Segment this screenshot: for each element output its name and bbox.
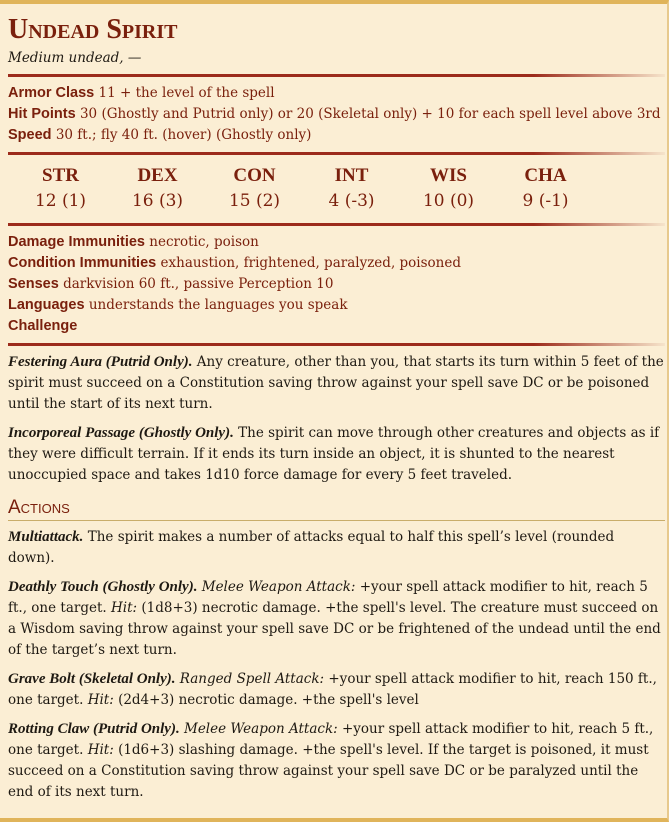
attack-text: +your spell attack modifier to hit, reach 150 ft., one target. [8,671,657,708]
stat-block-content [8,14,664,803]
action-title: Grave Bolt (Skeletal Only). [8,671,176,687]
creature-name: Undead Spirit [8,14,178,45]
hit-label: Hit: [110,600,138,616]
ability-value: 9 (-1) [522,191,569,211]
ability-label: STR [42,165,79,186]
action-deathly-touch [8,577,664,661]
divider-rule [8,74,665,77]
prop-value: understands the languages you speak [88,297,348,313]
actions-heading: Actions [8,496,665,521]
ability-label: CON [233,165,276,186]
action-title: Rotting Claw (Putrid Only). [8,721,180,737]
ability-cha [497,161,594,217]
prop-languages [8,295,664,316]
ability-dex [109,161,206,217]
prop-label: Armor Class [8,85,95,101]
action-text: The spirit makes a number of attacks equal to half this spell’s level (rounded down). [8,529,615,566]
prop-value: exhaustion, frightened, paralyzed, poisoned [160,255,461,271]
ability-label: DEX [137,165,178,186]
divider-rule [8,343,665,346]
action-title: Deathly Touch (Ghostly Only). [8,579,198,595]
ability-wis [400,161,497,217]
ability-value: 16 (3) [131,191,184,211]
ability-value: 15 (2) [228,191,281,211]
prop-label: Languages [8,297,85,313]
divider-rule [8,223,665,226]
attack-text: +your spell attack modifier to hit, reach 5 ft., one target. [8,579,648,616]
prop-label: Senses [8,276,59,292]
trait-incorporeal-passage [8,423,664,486]
action-multiattack [8,527,664,569]
trait-festering-aura [8,352,664,415]
prop-label: Challenge [8,318,78,334]
prop-value: 30 ft.; fly 40 ft. (hover) (Ghostly only) [55,127,312,143]
prop-label: Damage Immunities [8,234,145,250]
prop-condition-immunities [8,253,664,274]
ability-label: WIS [430,165,467,186]
ability-scores [8,161,664,217]
hit-label: Hit: [87,692,114,708]
attack-type: Melee Weapon Attack: [201,579,356,595]
attack-type: Ranged Spell Attack: [179,671,325,687]
prop-speed [8,125,664,146]
prop-value: 30 (Ghostly and Putrid only) or 20 (Skeletal only) + 10 for each spell level above 3rd [79,106,661,122]
hit-text: (2d4+3) necrotic damage. +the spell's level [118,692,419,708]
other-properties [8,232,664,337]
prop-armor-class [8,83,664,104]
trait-title: Festering Aura (Putrid Only). [8,354,193,370]
trait-text: The spirit can move through other creatures and objects as if they were difficult terrain. If it ends its turn inside an object, it is shunted to the nearest unoccupied space and takes 1d10 force damage for every 5 feet traveled. [8,425,660,483]
prop-label: Condition Immunities [8,255,157,271]
ability-value: 10 (0) [422,191,475,211]
ability-value: 12 (1) [34,191,87,211]
defense-properties [8,83,664,146]
prop-value: necrotic, poison [149,234,259,250]
hit-label: Hit: [87,742,114,758]
prop-value: 11 + the level of the spell [98,85,275,101]
trait-text: Any creature, other than you, that starts its turn within 5 feet of the spirit must succeed on a Constitution saving throw against your spell save DC or be poisoned until the start of its next turn. [8,354,664,412]
ability-con [206,161,303,217]
action-title: Multiattack. [8,529,84,545]
ability-label: CHA [524,165,567,186]
prop-hit-points [8,104,664,125]
prop-value: darkvision 60 ft., passive Perception 10 [63,276,334,292]
divider-rule [8,152,665,155]
attack-type: Melee Weapon Attack: [184,721,338,737]
attack-text: +your spell attack modifier to hit, reach 5 ft., one target. [8,721,654,758]
ability-str [12,161,109,217]
trait-title: Incorporeal Passage (Ghostly Only). [8,425,234,441]
action-rotting-claw [8,719,664,803]
action-grave-bolt [8,669,664,711]
prop-damage-immunities [8,232,664,253]
prop-label: Hit Points [8,106,76,122]
hit-text: (1d6+3) slashing damage. +the spell's level. If the target is poisoned, it must succeed on a Constitution saving throw against your spell save DC or be paralyzed until the end of its next turn. [8,742,649,800]
hit-text: (1d8+3) necrotic damage. +the spell's level. The creature must succeed on a Wisdom saving throw against your spell save DC or be frightened of the undead until the end of the target’s next turn. [8,600,661,658]
ability-value: 4 (-3) [328,191,375,211]
prop-senses [8,274,664,295]
prop-challenge [8,316,664,337]
ability-label: INT [334,165,369,186]
prop-label: Speed [8,127,52,143]
creature-subtype: Medium undead, — [8,50,142,66]
ability-int [303,161,400,217]
